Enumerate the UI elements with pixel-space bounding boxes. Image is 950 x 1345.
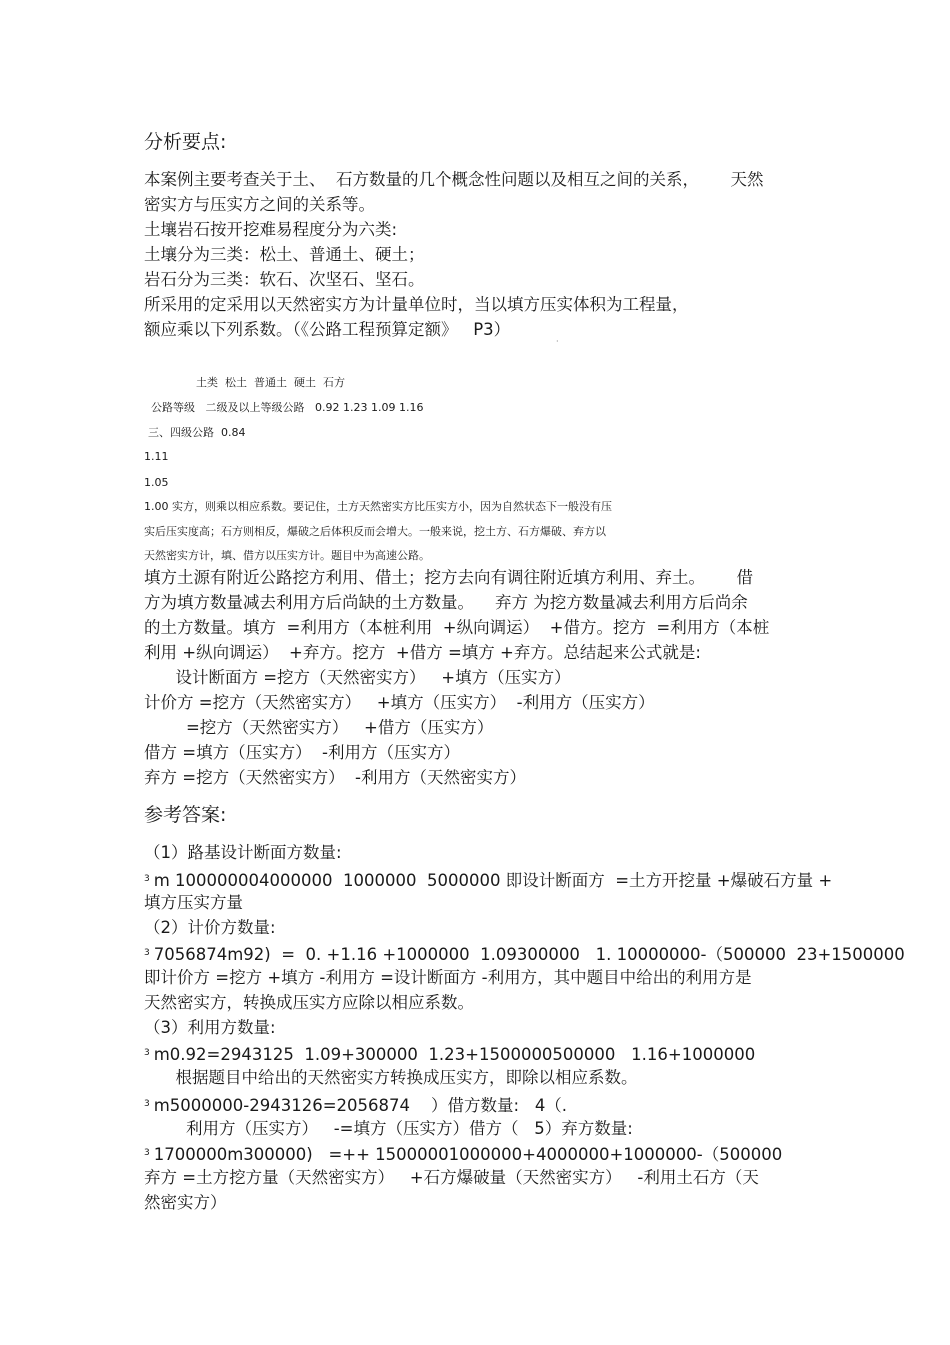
analysis-heading: 分析要点: bbox=[144, 131, 227, 153]
answer-line: 根据题目中给出的天然密实方转换成压实方，即除以相应系数。 bbox=[144, 1068, 638, 1087]
superscript-3: 3 bbox=[144, 1048, 150, 1058]
analysis-line: 土壤岩石按开挖难易程度分为六类: bbox=[144, 220, 398, 239]
table-note: 实后压实度高；石方则相反，爆破之后体积反而会增大。一般来说，挖土方、石方爆破、弃方以 bbox=[144, 525, 606, 538]
formula-line: 计价方 =挖方（天然密实方） +填方（压实方） -利用方（压实方） bbox=[144, 693, 655, 712]
formula-line: 弃方 =挖方（天然密实方） -利用方（天然密实方） bbox=[144, 768, 527, 787]
answer-line: （3）利用方数量: bbox=[144, 1018, 276, 1037]
table-row: 1.11 bbox=[144, 450, 169, 463]
body-line: 的土方数量。填方 =利用方（本桩利用 +纵向调运） +借方。挖方 =利用方（本桩 bbox=[144, 618, 770, 637]
answer-line bbox=[144, 1142, 782, 1166]
answer-line: 填方压实方量 bbox=[144, 893, 243, 912]
answer-line bbox=[144, 1093, 567, 1117]
table-row: 公路等级 二级及以上等级公路 0.92 1.23 1.09 1.16 bbox=[151, 401, 424, 414]
table-row: 三、四级公路 0.84 bbox=[148, 426, 246, 439]
superscript-3: 3 bbox=[144, 948, 150, 958]
answer-line-text: 1700000m300000) =++ 15000001000000+4000000+1000000-（500000 bbox=[153, 1145, 783, 1164]
body-line: 填方土源有附近公路挖方利用、借土；挖方去向有调往附近填方利用、弃土。 借 bbox=[144, 568, 753, 587]
table-note: 1.00 实方，则乘以相应系数。要记住，土方天然密实方比压实方小，因为自然状态下一般没有压 bbox=[144, 500, 612, 513]
superscript-3: 3 bbox=[144, 1148, 150, 1158]
answer-line: 然密实方） bbox=[144, 1193, 227, 1212]
answer-line bbox=[144, 942, 905, 966]
superscript-3: 3 bbox=[144, 874, 150, 884]
table-row: 1.05 bbox=[144, 476, 169, 489]
body-line: 利用 +纵向调运） +弃方。挖方 +借方 =填方 +弃方。总结起来公式就是: bbox=[144, 643, 701, 662]
answer-line-text: 7056874m92) = 0. +1.16 +1000000 1.09300000 1. 10000000-（500000 23+1500000 bbox=[153, 945, 905, 964]
analysis-line: 土壤分为三类：松土、普通土、硬土； bbox=[144, 245, 425, 264]
answer-line: 天然密实方，转换成压实方应除以相应系数。 bbox=[144, 993, 474, 1012]
stray-dot: · bbox=[556, 337, 559, 346]
analysis-line: 岩石分为三类：软石、次坚石、坚石。 bbox=[144, 270, 425, 289]
analysis-line: 所采用的定采用以天然密实方为计量单位时，当以填方压实体积为工程量， bbox=[144, 295, 689, 314]
formula-line: =挖方（天然密实方） +借方（压实方） bbox=[144, 718, 494, 737]
answer-line: 即计价方 =挖方 +填方 -利用方 =设计断面方 -利用方，其中题目中给出的利用方是 bbox=[144, 968, 752, 987]
answer-line bbox=[144, 1042, 755, 1066]
answer-line-text: m5000000-2943126=2056874 ）借方数量: 4（. bbox=[153, 1096, 568, 1115]
analysis-line: 密实方与压实方之间的关系等。 bbox=[144, 195, 375, 214]
answer-line bbox=[144, 868, 832, 892]
answer-line-text: m0.92=2943125 1.09+300000 1.23+1500000500000 1.16+1000000 bbox=[153, 1045, 756, 1064]
table-header: 土类 松土 普通土 硬土 石方 bbox=[196, 376, 345, 389]
answer-line: （1）路基设计断面方数量: bbox=[144, 843, 342, 862]
superscript-3: 3 bbox=[144, 1099, 150, 1109]
formula-line: 借方 =填方（压实方） -利用方（压实方） bbox=[144, 743, 461, 762]
body-line: 方为填方数量减去利用方后尚缺的土方数量。 弃方 为挖方数量减去利用方后尚余 bbox=[144, 593, 748, 612]
table-note: 天然密实方计，填、借方以压实方计。题目中为高速公路。 bbox=[144, 549, 430, 562]
analysis-line: 本案例主要考查关于土、 石方数量的几个概念性问题以及相互之间的关系， 天然 bbox=[144, 170, 764, 189]
answer-line: 弃方 =土方挖方量（天然密实方） +石方爆破量（天然密实方） -利用土石方（天 bbox=[144, 1168, 759, 1187]
formula-line: 设计断面方 =挖方（天然密实方） +填方（压实方） bbox=[144, 668, 571, 687]
answer-line-text: m 100000004000000 1000000 5000000 即设计断面方 =土方开挖量 +爆破石方量 + bbox=[153, 871, 833, 890]
answer-line: （2）计价方数量: bbox=[144, 918, 276, 937]
answer-heading: 参考答案: bbox=[144, 804, 227, 826]
analysis-line: 额应乘以下列系数。（《公路工程预算定额》 P3） bbox=[144, 320, 511, 339]
answer-line: 利用方（压实方） -=填方（压实方）借方（ 5）弃方数量: bbox=[144, 1119, 633, 1138]
